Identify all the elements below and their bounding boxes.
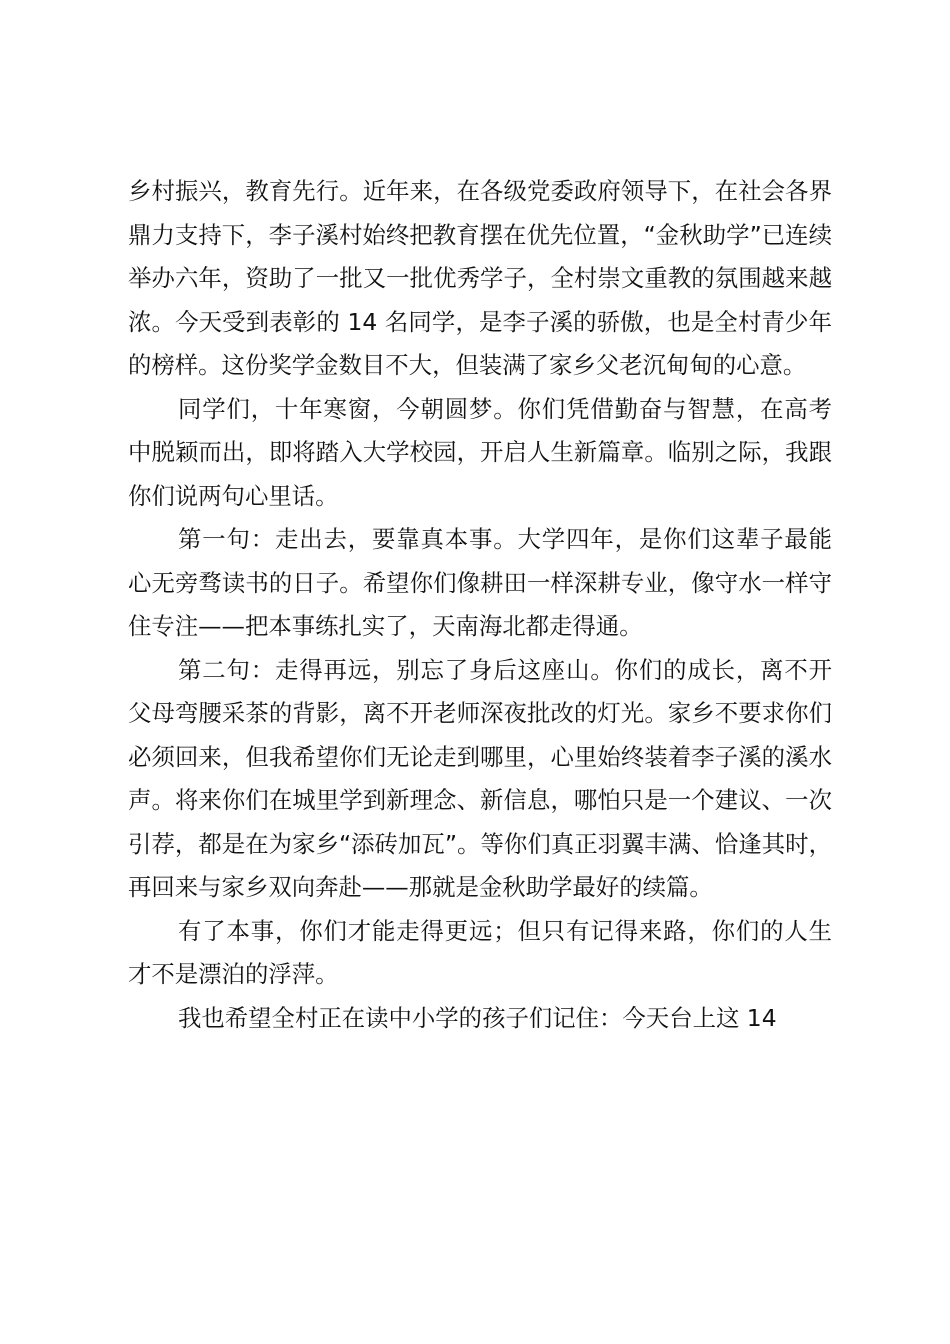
- paragraph-2: 同学们，十年寒窗，今朝圆梦。你们凭借勤奋与智慧，在高考中脱颖而出，即将踏入大学校园，开启人生新篇章。临别之际，我跟你们说两句心里话。: [128, 394, 832, 510]
- paragraph-3: 第一句：走出去，要靠真本事。大学四年，是你们这辈子最能心无旁骛读书的日子。希望你们像耕田一样深耕专业，像守水一样守住专注——把本事练扎实了，天南海北都走得通。: [128, 525, 832, 640]
- paragraph-5: 有了本事，你们才能走得更远；但只有记得来路，你们的人生才不是漂泊的浮萍。: [128, 916, 832, 988]
- paragraph-4: 第二句：走得再远，别忘了身后这座山。你们的成长，离不开父母弯腰采茶的背影，离不开老师深夜批改的灯光。家乡不要求你们必须回来，但我希望你们无论走到哪里，心里始终装着李子溪的溪水声。将来你们在城里学到新理念、新信息，哪怕只是一个建议、一次引荐，都是在为家乡“添砖加瓦”。等你们真正羽翼丰满、恰逢其时，再回来与家乡双向奔赴——那就是金秋助学最好的续篇。: [128, 655, 832, 901]
- paragraph-6: 我也希望全村正在读中小学的孩子们记住：今天台上这 14: [178, 1003, 777, 1032]
- paragraph-1: 乡村振兴，教育先行。近年来，在各级党委政府领导下，在社会各界鼎力支持下，李子溪村始终把教育摆在优先位置，“金秋助学”已连续举办六年，资助了一批又一批优秀学子，全村崇文重教的氛围越来越浓。今天受到表彰的 14 名同学，是李子溪的骄傲，也是全村青少年的榜样。这份奖学金数目不大，但装满了家乡父老沉甸甸的心意。: [128, 177, 832, 379]
- document-page: [128, 170, 832, 1040]
